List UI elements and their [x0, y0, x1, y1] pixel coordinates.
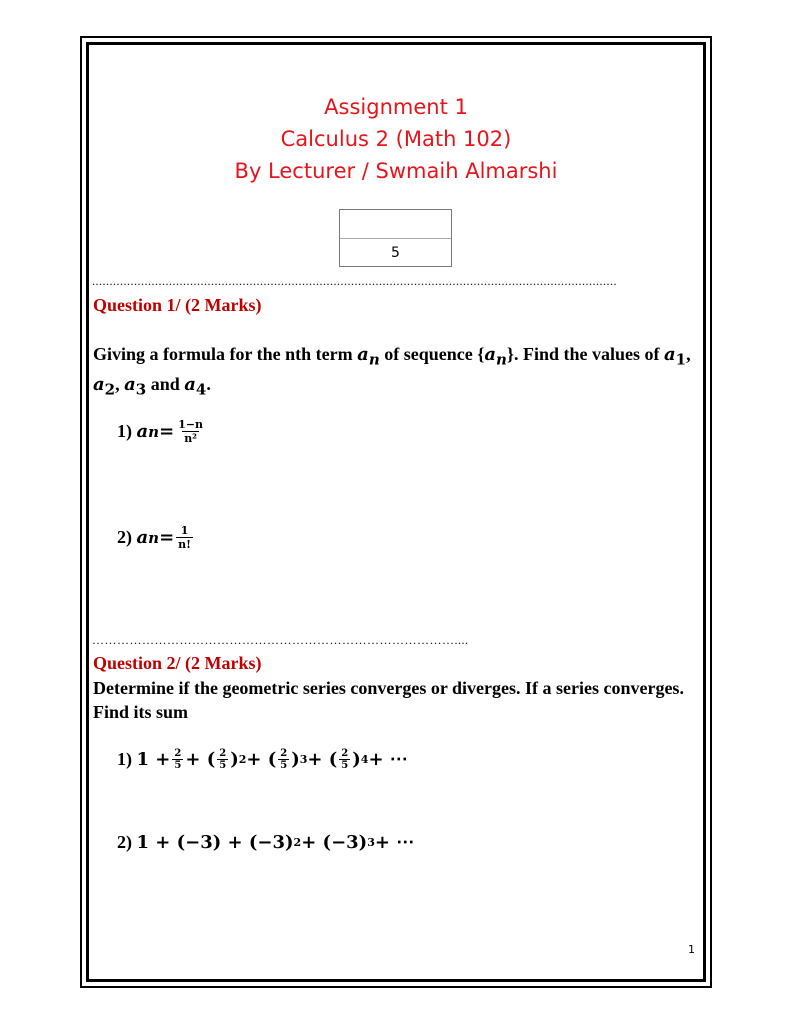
page-number: 1 [688, 943, 695, 956]
question-2-item-2: 2) 1 + (−3) + (−3) 2 + (−3) 3 + ⋯ [117, 832, 415, 853]
fraction: $\frac{2}{5}$ [280, 748, 288, 771]
question-2-item-1: 1) 1 + $\frac{2}{5}$ + ( $\frac{2}{5}$ ) 2 + ( $\frac{2}{5}$ ) 3 + ( $\frac{2}{5}$ ) 4 + ⋯ [117, 748, 408, 771]
fraction: $\frac{2}{5}$ [219, 748, 227, 771]
assignment-title: Assignment 1 [324, 95, 468, 119]
question-1-item-1: 1) a n = $\frac{1-n}{\text{n²}}$ [117, 418, 204, 445]
course-title: Calculus 2 (Math 102) [280, 127, 512, 151]
score-empty-cell [340, 210, 451, 239]
fraction: $\frac{1-n}{\text{n²}}$ [178, 418, 204, 445]
separator-line-2: …………………………………………………………………………….... [92, 633, 469, 647]
score-box [339, 209, 452, 267]
score-value: 5 [391, 245, 400, 261]
question-1-item-2: 2) a n = $\frac{1}{n!}$ [117, 524, 191, 551]
question-1-text: Giving a formula for the nth term $a_n$ of sequence $\{a_n\}$. Find the values of $a_1$, $a_2$, $a_3$ and $a_4$. [93, 344, 691, 399]
question-1-heading: Question 1/ (2 Marks) [93, 295, 262, 315]
fraction: $\frac{2}{5}$ [174, 748, 182, 771]
separator-line-1: ...................................................................................................................................................... [92, 274, 617, 288]
fraction: $\frac{1}{n!}$ [178, 524, 191, 551]
fraction: $\frac{2}{5}$ [341, 748, 349, 771]
question-2-heading: Question 2/ (2 Marks) [93, 653, 262, 673]
question-2-text: Determine if the geometric series converges or diverges. If a series converges. Find its sum [93, 678, 684, 722]
lecturer-line: By Lecturer / Swmaih Almarshi [234, 159, 558, 183]
